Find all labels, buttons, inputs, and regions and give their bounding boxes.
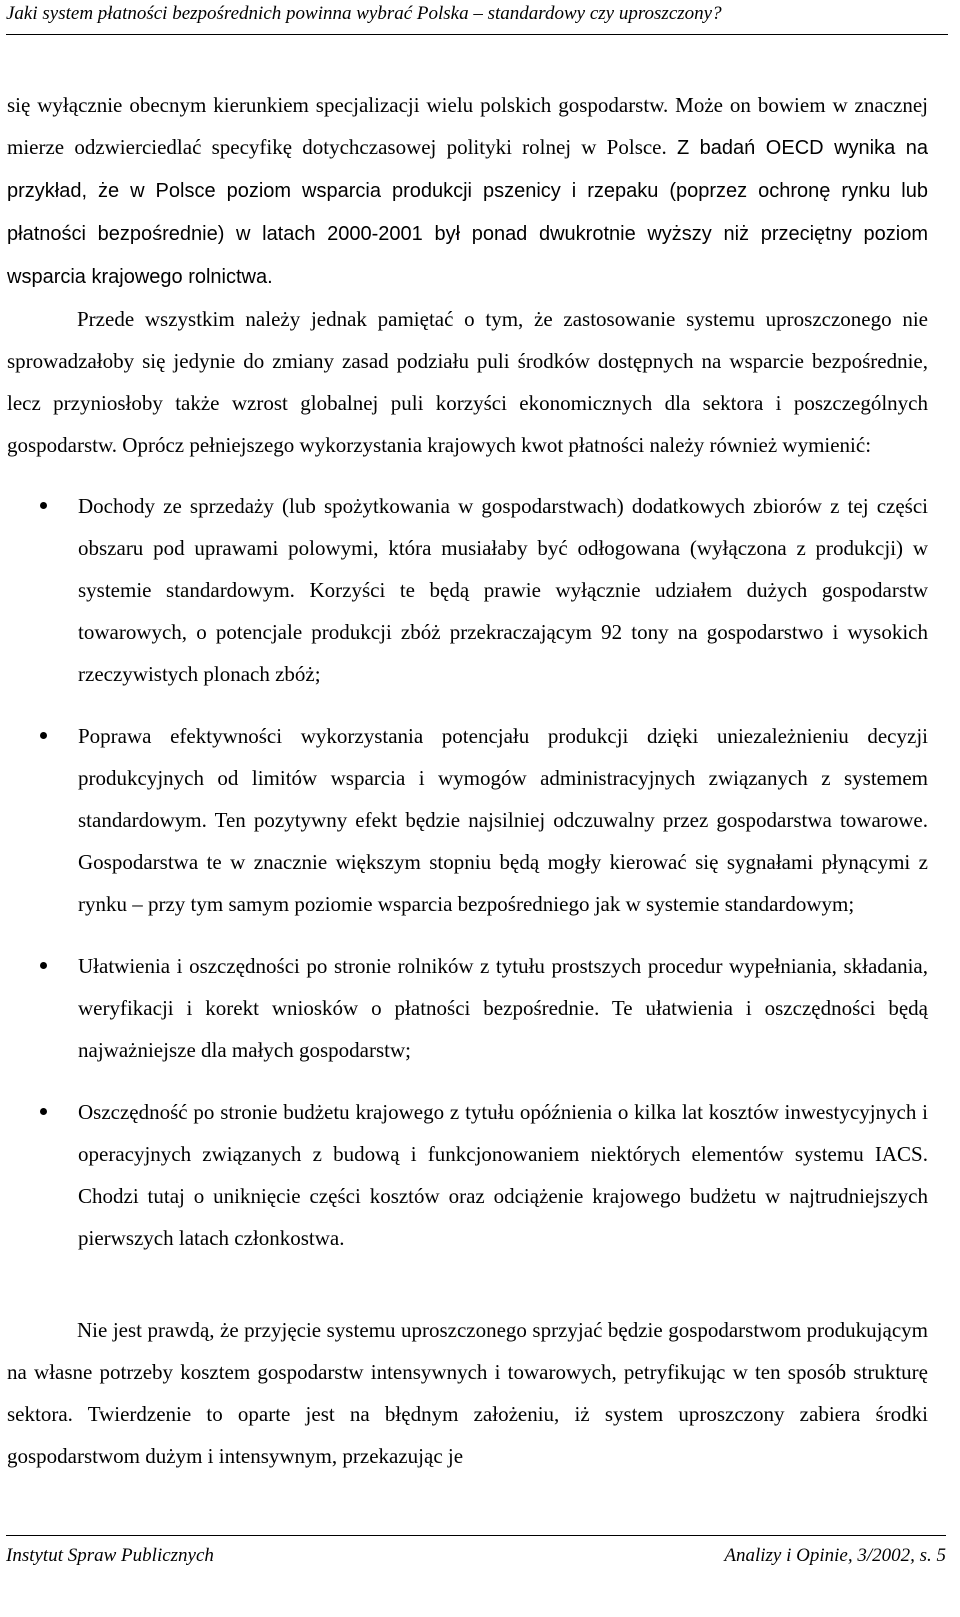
running-header: Jaki system płatności bezpośrednich powinna wybrać Polska – standardowy czy uproszczony? — [6, 0, 948, 35]
bullet-icon — [40, 1108, 47, 1115]
footer-issue-page: Analizy i Opinie, 3/2002, s. 5 — [724, 1545, 946, 1566]
bullet-icon — [40, 502, 47, 509]
document-body — [7, 84, 928, 1477]
list-item — [7, 945, 928, 1071]
paragraph-continuation — [7, 84, 928, 298]
bullet-icon — [40, 962, 47, 969]
paragraph-text: się wyłącznie obecnym kierunkiem specjalizacji wielu polskich gospodarstw. Może on bowiem w znacznej mierze odzwierciedlać specyfikę dotychczasowej polityki rolnej w Polsce. — [7, 93, 928, 159]
list-item-text: Ułatwienia i oszczędności po stronie rolników z tytułu prostszych procedur wypełniania, składania, weryfikacji i korekt wniosków o płatności bezpośrednie. Te ułatwienia i oszczędności będą najważniejsze dla małych gospodarstw; — [78, 954, 928, 1062]
benefits-bullet-list — [7, 485, 928, 1259]
paragraph-rebuttal: Nie jest prawdą, że przyjęcie systemu uproszczonego sprzyjać będzie gospodarstwom produkującym na własne potrzeby kosztem gospodarstw intensywnych i towarowych, petryfikując w ten sposób strukturę sektora. Twierdzenie to oparte jest na błędnym założeniu, iż system uproszczony zabiera środki gospodarstwom dużym i intensywnym, przekazując je — [7, 1318, 928, 1468]
list-item — [7, 485, 928, 695]
footer-publisher: Instytut Spraw Publicznych — [6, 1545, 214, 1566]
page-footer — [6, 1535, 946, 1576]
bullet-icon — [40, 732, 47, 739]
oecd-sentence: Z badań OECD wynika na przykład, że w Polsce poziom wsparcia produkcji pszenicy i rzepaku (poprzez ochronę rynku lub płatności bezpośrednie) w latach 2000-2001 był ponad dwukrotnie wyższy niż przeciętny poziom wsparcia krajowego rolnictwa. — [7, 137, 928, 288]
list-item-text: Oszczędność po stronie budżetu krajowego z tytułu opóźnienia o kilka lat kosztów inwestycyjnych i operacyjnych związanych z budową i funkcjonowaniem niektórych elementów systemu IACS. Chodzi tutaj o uniknięcie części kosztów oraz odciążenie krajowego budżetu w najtrudniejszych pierwszych latach członkostwa. — [78, 1100, 928, 1250]
list-item — [7, 1091, 928, 1259]
list-item-text: Poprawa efektywności wykorzystania potencjału produkcji dzięki uniezależnieniu decyzji produkcyjnych od limitów wsparcia i wymogów administracyjnych związanych z systemem standardowym. Ten pozytywny efekt będzie najsilniej odczuwalny przez gospodarstwa towarowe. Gospodarstwa te w znacznie większym stopniu będą mogły kierować się sygnałami płynącymi z rynku – przy tym samym poziomie wsparcia bezpośredniego jak w systemie standardowym; — [78, 724, 928, 916]
paragraph-benefits-intro: Przede wszystkim należy jednak pamiętać o tym, że zastosowanie systemu uproszczonego nie sprowadzałoby się jedynie do zmiany zasad podziału puli środków dostępnych na wsparcie bezpośrednie, lecz przyniosłoby także wzrost globalnej puli korzyści ekonomicznych dla sektora i poszczególnych gospodarstw. Oprócz pełniejszego wykorzystania krajowych kwot płatności należy również wymienić: — [7, 307, 928, 457]
list-item — [7, 715, 928, 925]
list-item-text: Dochody ze sprzedaży (lub spożytkowania w gospodarstwach) dodatkowych zbiorów z tej części obszaru pod uprawami polowymi, która musiałaby być odłogowana (wyłączona z produkcji) w systemie standardowym. Korzyści te będą prawie wyłącznie udziałem dużych gospodarstw towarowych, o potencjale produkcji zbóż przekraczającym 92 tony na gospodarstwo i wysokich rzeczywistych plonach zbóż; — [78, 494, 928, 686]
